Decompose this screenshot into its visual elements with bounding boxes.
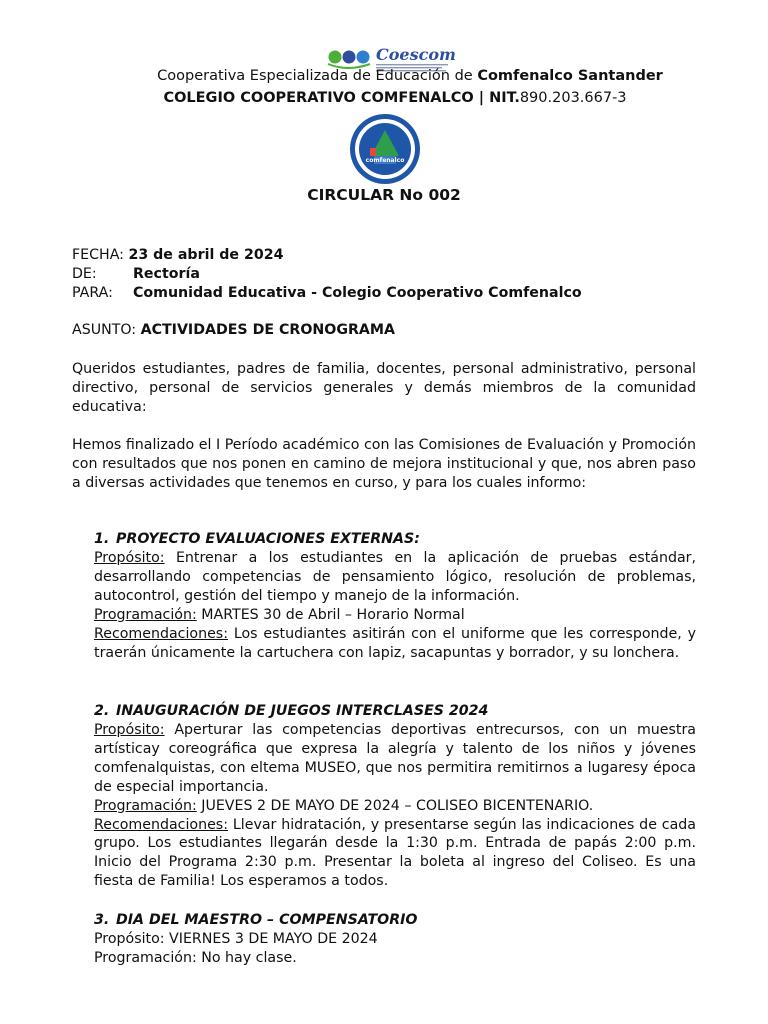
section-3-line-2: Programación: No hay clase. <box>94 949 297 966</box>
page-title: CIRCULAR No 002 <box>307 186 461 204</box>
section-2-programacion: JUEVES 2 DE MAYO DE 2024 – COLISEO BICENTENARIO. <box>196 797 594 814</box>
section-3-number: 3. <box>94 912 110 928</box>
asunto-label: ASUNTO: <box>72 322 137 338</box>
memo-meta <box>72 246 696 303</box>
section-2-heading: INAUGURACIÓN DE JUEGOS INTERCLASES 2024 <box>116 703 489 719</box>
fecha-row <box>72 246 696 265</box>
logo-dot-lightblue-icon <box>357 51 370 64</box>
fecha-label: FECHA: <box>72 247 124 263</box>
section-3-title <box>94 911 696 930</box>
intro-paragraph: Hemos finalizado el I Período académico con las Comisiones de Evaluación y Promoción con resultados que nos ponen en camino de mejora institucional y que, nos abren paso a diversas actividades que tenemos en curso, y para los cuales informo: <box>72 437 696 491</box>
section-2-number: 2. <box>94 703 110 719</box>
section-1-recomendaciones: Los estudiantes asitirán con el uniforme que les corresponde, y traerán únicamente la cartuchera con lapiz, sacapuntas y borrador, y su lonchera. <box>94 625 696 661</box>
section-2-title <box>94 702 696 721</box>
de-row <box>72 265 696 284</box>
asunto-value: ACTIVIDADES DE CRONOGRAMA <box>140 322 395 338</box>
header-nit: 890.203.667-3 <box>519 90 627 106</box>
header-cooperativa: Cooperativa Especializada de Educación de <box>157 68 473 84</box>
de-value: Rectoría <box>133 265 200 282</box>
section-3-heading: DIA DEL MAESTRO – COMPENSATORIO <box>116 912 418 928</box>
para-row <box>72 284 696 303</box>
para-value: Comunidad Educativa - Colegio Cooperativo Comfenalco <box>133 284 582 301</box>
section-3-body <box>94 930 696 968</box>
section-1-number: 1. <box>94 531 110 547</box>
header-colegio: COLEGIO COOPERATIVO COMFENALCO | NIT. <box>163 90 520 106</box>
section-2-proposito-label: Propósito: <box>94 722 165 738</box>
de-label: DE: <box>72 265 97 282</box>
fecha-value: 23 de abril de 2024 <box>128 247 284 263</box>
para-label: PARA: <box>72 284 113 301</box>
section-2-recomendaciones: Llevar hidratación, y presentarse según las indicaciones de cada grupo. Los estudiantes llegarán desde la 1:30 p.m. Entrada de papás 2:00 p.m. Inicio del Programa 2:30 p.m. Presentar la boleta al ingreso del Coliseo. Es una fiesta de Familia! Los esperamos a todos. <box>94 816 696 890</box>
logo-brand-text: Coescom <box>376 45 456 64</box>
section-2-programacion-label: Programación: <box>94 797 197 814</box>
section-1-programacion-label: Programación: <box>94 606 197 623</box>
section-1-title <box>94 530 696 549</box>
header-line-2 <box>0 90 768 106</box>
logo-dot-blue-icon <box>343 51 356 64</box>
asunto-row <box>72 321 696 340</box>
section-2-body <box>94 721 696 891</box>
section-1-proposito: Entrenar a los estudiantes en la aplicación de pruebas estándar, desarrollando competencias de pensamiento lógico, resolución de problemas, autocontrol, gestión del tiempo y manejo de la información. <box>94 550 696 604</box>
section-1-recomendaciones-label: Recomendaciones: <box>94 625 228 642</box>
section-2-proposito: Aperturar las competencias deportivas entrecursos, con un muestra artísticay coreográfica que expresa la alegría y talento de los niños y jóvenes comfenalquistas, con eltema MUSEO, que nos permitira remitirnos a lugaresy época de especial importancia. <box>94 722 696 795</box>
greeting-paragraph: Queridos estudiantes, padres de familia, docentes, personal administrativo, personal directivo, personal de servicios generales y demás miembros de la comunidad educativa: <box>72 361 696 415</box>
section-1-proposito-label: Propósito: <box>94 550 165 566</box>
seal-text: comfenalco <box>365 157 405 164</box>
section-1-body <box>94 549 696 662</box>
school-seal-icon <box>348 112 422 186</box>
section-3-line-1: Propósito: VIERNES 3 DE MAYO DE 2024 <box>94 931 378 947</box>
header-line-1 <box>0 68 768 84</box>
section-1-heading: PROYECTO EVALUACIONES EXTERNAS: <box>116 531 420 547</box>
section-1-programacion: MARTES 30 de Abril – Horario Normal <box>196 606 465 623</box>
header-comfenalco: Comfenalco Santander <box>477 68 663 84</box>
section-2-recomendaciones-label: Recomendaciones: <box>94 816 228 833</box>
logo-dot-green-icon <box>329 51 342 64</box>
